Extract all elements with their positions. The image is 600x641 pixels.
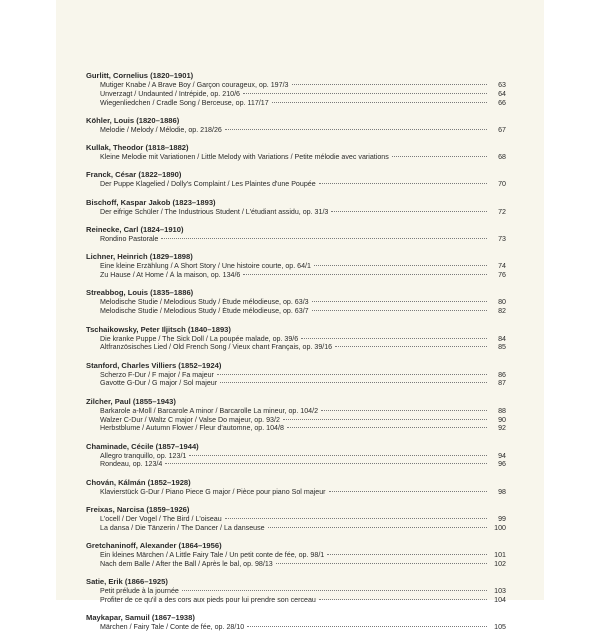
piece-title: Der Puppe Klagelied / Dolly's Complaint / Les Plaintes d'une Poupée [100, 180, 316, 189]
dot-leader [283, 419, 487, 420]
toc-entry [86, 335, 506, 344]
piece-title: La dansa / Die Tänzerin / The Dancer / La danseuse [100, 523, 265, 532]
composer-section [86, 143, 506, 162]
page-number: 72 [498, 207, 506, 216]
dot-leader [319, 183, 487, 184]
toc-entry [86, 424, 506, 433]
page-number: 90 [498, 415, 506, 424]
composer-name: Bischoff, Kaspar Jakob (1823–1893) [86, 197, 216, 207]
page-number: 63 [498, 81, 506, 89]
dot-leader [301, 338, 487, 339]
piece-title: Melodische Studie / Melodious Study / Étude mélodieuse, op. 63/3 [100, 298, 309, 307]
piece-title: Herbstblume / Autumn Flower / Fleur d'automne, op. 104/8 [100, 424, 284, 433]
composer-section [86, 225, 506, 244]
piece-title: Mutiger Knabe / A Brave Boy / Garçon courageux, op. 197/3 [100, 81, 289, 89]
composer-section [86, 577, 506, 605]
toc-entry [86, 271, 506, 280]
toc-entry [86, 235, 506, 244]
composer-section [86, 198, 506, 217]
toc-entry [86, 90, 506, 99]
toc-entry [86, 153, 506, 162]
toc-entry [86, 343, 506, 352]
page-number: 96 [498, 460, 506, 469]
dot-leader [276, 563, 487, 564]
page-number: 67 [498, 125, 506, 134]
piece-title: Der eifrige Schüler / The Industrious Student / L'étudiant assidu, op. 31/3 [100, 207, 329, 216]
composer-name: Chován, Kálmán (1852–1928) [86, 477, 191, 487]
page-number: 64 [498, 89, 506, 98]
piece-title: Klavierstück G-Dur / Piano Piece G major / Pièce pour piano Sol majeur [100, 487, 326, 496]
piece-title: Zu Hause / At Home / À la maison, op. 134/6 [100, 271, 241, 280]
dot-leader [327, 554, 487, 555]
dot-leader [247, 626, 487, 627]
composer-section [86, 442, 506, 470]
dot-leader [321, 410, 487, 411]
composer-section [86, 252, 506, 280]
toc-entry [86, 180, 506, 189]
page-number: 70 [498, 180, 506, 189]
composer-name: Gurlitt, Cornelius (1820–1901) [86, 71, 194, 80]
piece-title: Märchen / Fairy Tale / Conte de fée, op. 28/10 [100, 623, 245, 632]
composer-section [86, 325, 506, 353]
page-number: 82 [498, 307, 506, 316]
toc-entry [86, 551, 506, 560]
toc-entry [86, 488, 506, 497]
piece-title: Melodische Studie / Melodious Study / Étude mélodieuse, op. 63/7 [100, 307, 309, 316]
page-number: 100 [494, 523, 506, 532]
dot-leader [182, 590, 487, 591]
page-number: 98 [498, 487, 506, 496]
page-number: 80 [498, 298, 506, 307]
composer-section [86, 116, 506, 135]
piece-title: Melodie / Melody / Mélodie, op. 218/26 [100, 125, 222, 134]
composer-name: Stanford, Charles Villiers (1852–1924) [86, 360, 222, 370]
toc-entry [86, 81, 506, 90]
dot-leader [287, 427, 487, 428]
composer-name: Kullak, Theodor (1818–1882) [86, 143, 189, 153]
dot-leader [225, 518, 487, 519]
page-number: 92 [498, 424, 506, 433]
piece-title: Die kranke Puppe / The Sick Doll / La poupée malade, op. 39/6 [100, 334, 299, 343]
book-page [56, 0, 544, 632]
piece-title: Nach dem Balle / After the Ball / Après le bal, op. 98/13 [100, 559, 273, 568]
composer-section [86, 170, 506, 189]
piece-title: Barkarole a-Moll / Barcarole A minor / Barcarolle La mineur, op. 104/2 [100, 406, 319, 415]
composer-section [86, 478, 506, 497]
toc-entry [86, 515, 506, 524]
piece-title: Profiter de ce qu'il a des cors aux pieds pour lui prendre son cerceau [100, 596, 316, 605]
dot-leader [329, 491, 487, 492]
toc-entry [86, 126, 506, 135]
dot-leader [189, 455, 487, 456]
dot-leader [243, 93, 487, 94]
piece-title: Ein kleines Märchen / A Little Fairy Tale / Un petit conte de fée, op. 98/1 [100, 551, 325, 560]
toc-entry [86, 298, 506, 307]
toc-entry [86, 623, 506, 632]
dot-leader [220, 382, 487, 383]
piece-title: L'ocell / Der Vogel / The Bird / L'oiseau [100, 515, 222, 524]
composer-section [86, 288, 506, 316]
page-number: 94 [498, 451, 506, 460]
dot-leader [217, 374, 487, 375]
toc-entry [86, 208, 506, 217]
page-number: 73 [498, 235, 506, 244]
toc-entry [86, 587, 506, 596]
toc-entry [86, 560, 506, 569]
page-number: 102 [494, 559, 506, 568]
composer-name: Franck, César (1822–1890) [86, 170, 182, 180]
piece-title: Eine kleine Erzählung / A Short Story / Une histoire courte, op. 64/1 [100, 262, 311, 271]
page-number: 105 [494, 623, 506, 632]
composer-section [86, 361, 506, 389]
piece-title: Rondeau, op. 123/4 [100, 460, 163, 469]
piece-title: Kleine Melodie mit Variationen / Little Melody with Variations / Petite mélodie avec variations [100, 153, 389, 162]
composer-name: Satie, Erik (1866–1925) [86, 577, 168, 587]
dot-leader [331, 211, 487, 212]
toc-entry [86, 407, 506, 416]
toc-entry [86, 379, 506, 388]
page-number: 68 [498, 153, 506, 162]
composer-name: Zilcher, Paul (1855–1943) [86, 396, 176, 406]
page-number: 85 [498, 343, 506, 352]
toc-entry [86, 452, 506, 461]
page-number: 84 [498, 334, 506, 343]
page-number: 76 [498, 271, 506, 280]
composer-name: Chaminade, Cécile (1857–1944) [86, 441, 199, 451]
composer-name: Maykapar, Samuil (1867–1938) [86, 613, 195, 623]
toc-entry [86, 99, 506, 108]
dot-leader [314, 265, 487, 266]
piece-title: Scherzo F-Dur / F major / Fa majeur [100, 370, 214, 379]
composer-name: Tschaikowsky, Peter Iljitsch (1840–1893) [86, 324, 231, 334]
piece-title: Allegro tranquillo, op. 123/1 [100, 451, 187, 460]
piece-title: Unverzagt / Undaunted / Intrépide, op. 210/6 [100, 89, 240, 98]
piece-title: Walzer C-Dur / Waltz C major / Valse Do majeur, op. 93/2 [100, 415, 280, 424]
table-of-contents [86, 71, 506, 641]
composer-name: Streabbog, Louis (1835–1886) [86, 288, 194, 298]
composer-section [86, 505, 506, 533]
dot-leader [312, 310, 487, 311]
composer-section [86, 541, 506, 569]
dot-leader [272, 102, 487, 103]
dot-leader [268, 527, 487, 528]
composer-name: Reinecke, Carl (1824–1910) [86, 225, 184, 235]
toc-entry [86, 596, 506, 605]
toc-entry [86, 307, 506, 316]
page-number: 103 [494, 587, 506, 596]
composer-name: Freixas, Narcisa (1859–1926) [86, 505, 190, 515]
dot-leader [243, 274, 487, 275]
page-number: 74 [498, 262, 506, 271]
piece-title: Wiegenliedchen / Cradle Song / Berceuse, op. 117/17 [100, 98, 269, 107]
page-number: 101 [494, 551, 506, 560]
toc-entry [86, 371, 506, 380]
composer-section [86, 397, 506, 433]
toc-entry [86, 416, 506, 425]
piece-title: Altfranzösisches Lied / Old French Song / Vieux chant Français, op. 39/16 [100, 343, 333, 352]
dot-leader [312, 301, 487, 302]
page-number: 86 [498, 370, 506, 379]
piece-title: Petit prélude à la journée [100, 587, 179, 596]
composer-name: Köhler, Louis (1820–1886) [86, 115, 180, 125]
dot-leader [225, 129, 487, 130]
page-number: 87 [498, 379, 506, 388]
composer-section [86, 71, 506, 107]
toc-entry [86, 460, 506, 469]
piece-title: Rondino Pastorale [100, 235, 159, 244]
composer-section [86, 613, 506, 632]
page-number: 66 [498, 98, 506, 107]
page-number: 104 [494, 596, 506, 605]
dot-leader [335, 346, 487, 347]
toc-entry [86, 262, 506, 271]
piece-title: Gavotte G-Dur / G major / Sol majeur [100, 379, 218, 388]
page-number: 99 [498, 515, 506, 524]
dot-leader [165, 463, 487, 464]
composer-name: Gretchaninoff, Alexander (1864–1956) [86, 541, 222, 551]
dot-leader [392, 156, 487, 157]
toc-entry [86, 524, 506, 533]
dot-leader [292, 84, 488, 85]
dot-leader [161, 238, 487, 239]
composer-name: Lichner, Heinrich (1829–1898) [86, 252, 193, 262]
page-number: 88 [498, 406, 506, 415]
